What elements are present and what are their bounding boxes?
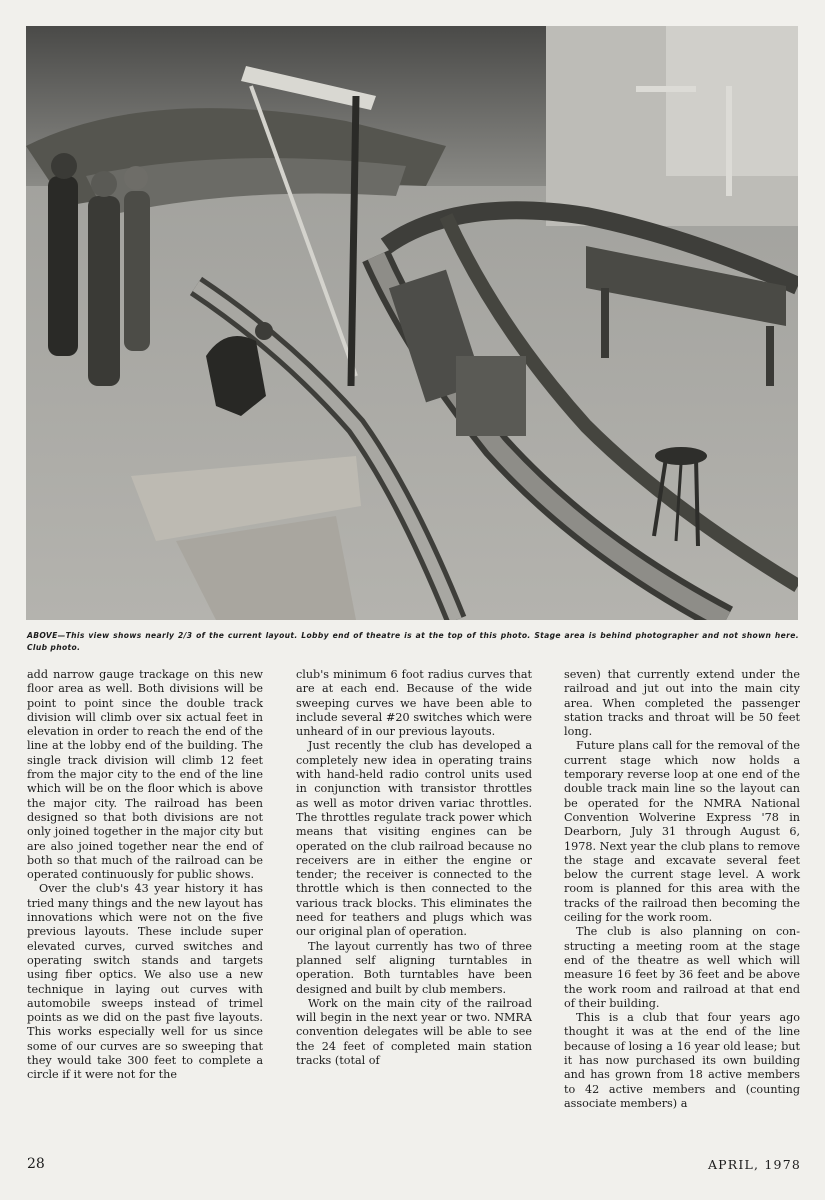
layout-photo-illustration xyxy=(26,26,798,620)
paragraph: Future plans call for the removal of the current stage which now holds a temporary reverse loop at one end of the double track main line so the layout can be operated for the NMRA National Convention Wolverine Express '78 in Dearborn, July 31 through August 6, 1978. Next year the club plans to remove the stage and excavate several feet below the current stage level. A work room is planned for this area with the tracks of the railroad then becoming the ceiling for the work room. xyxy=(564,739,800,925)
paragraph: club's minimum 6 foot radius curves that are at each end. Because of the wide sweeping curves we have been able to include several #20 switches which were unheard of in our previous layouts. xyxy=(296,668,532,739)
caption-lead: ABOVE— xyxy=(27,631,66,640)
paragraph: Over the club's 43 year history it has tried many things and the new layout has innovations which were not on the five previous layouts. These include super elevated curves, curved switches and operating switch stands and targets using fiber optics. We also use a new technique in laying out curves with automobile sweeps instead of trimel points as we did on the past five layouts. This works especially well for us since some of our curves are so sweeping that they would take 300 feet to complete a circle if it were not for the xyxy=(27,882,263,1082)
article-column-2 xyxy=(296,668,532,1068)
paragraph: add narrow gauge trackage on this new floor area as well. Both divisions will be point to point since the double track division will climb over six actual feet in elevation in order to reach the end of the line at the lobby end of the building. The single track division will climb 12 feet from the major city to the end of the line which will be on the floor which is above the major city. The railroad has been designed so that both divisions are not only joined together in the major city but are also joined together near the end of both so that much of the railroad can be operated continuously for public shows. xyxy=(27,668,263,882)
article-column-1 xyxy=(27,668,263,1083)
caption-text: This view shows nearly 2/3 of the current layout. Lobby end of theatre is at the top of this photo. Stage area is behind photographer and not shown here. Club photo. xyxy=(27,631,799,652)
paragraph: Just recently the club has developed a completely new idea in operating trains with hand-held radio control units used in conjunction with transistor throttles as well as motor driven variac throttles. The throttles regulate track power which means that visiting engines can be operated on the club railroad because no receivers are in either the engine or tender; the receiver is connected to the throttle which is then connected to the various track blocks. This eliminates the need for teathers and plugs which was our original plan of operation. xyxy=(296,739,532,939)
article-column-3 xyxy=(564,668,800,1111)
paragraph: The layout currently has two of three planned self aligning turntables in operation. Both turntables have been designed and built by club members. xyxy=(296,939,532,996)
paragraph: This is a club that four years ago thought it was at the end of the line because of losing a 16 year old lease; but it has now purchased its own building and has grown from 18 active members to 42 active members and (counting associate members) a xyxy=(564,1011,800,1110)
page-number: 28 xyxy=(27,1156,45,1172)
photo-caption xyxy=(27,630,799,654)
issue-date: APRIL, 1978 xyxy=(707,1157,801,1172)
paragraph: The club is also planning on constructing a meeting room at the stage end of the theatre as well which will measure 16 feet by 36 feet and be above the work room and railroad at that end of their building. xyxy=(564,925,800,1010)
layout-photo xyxy=(26,26,798,620)
paragraph: Work on the main city of the railroad will begin in the next year or two. NMRA convention delegates will be able to see the 24 feet of completed main station tracks (total of xyxy=(296,996,532,1068)
paragraph: seven) that currently extend under the railroad and jut out into the main city area. When completed the passenger station tracks and throat will be 50 feet long. xyxy=(564,668,800,739)
